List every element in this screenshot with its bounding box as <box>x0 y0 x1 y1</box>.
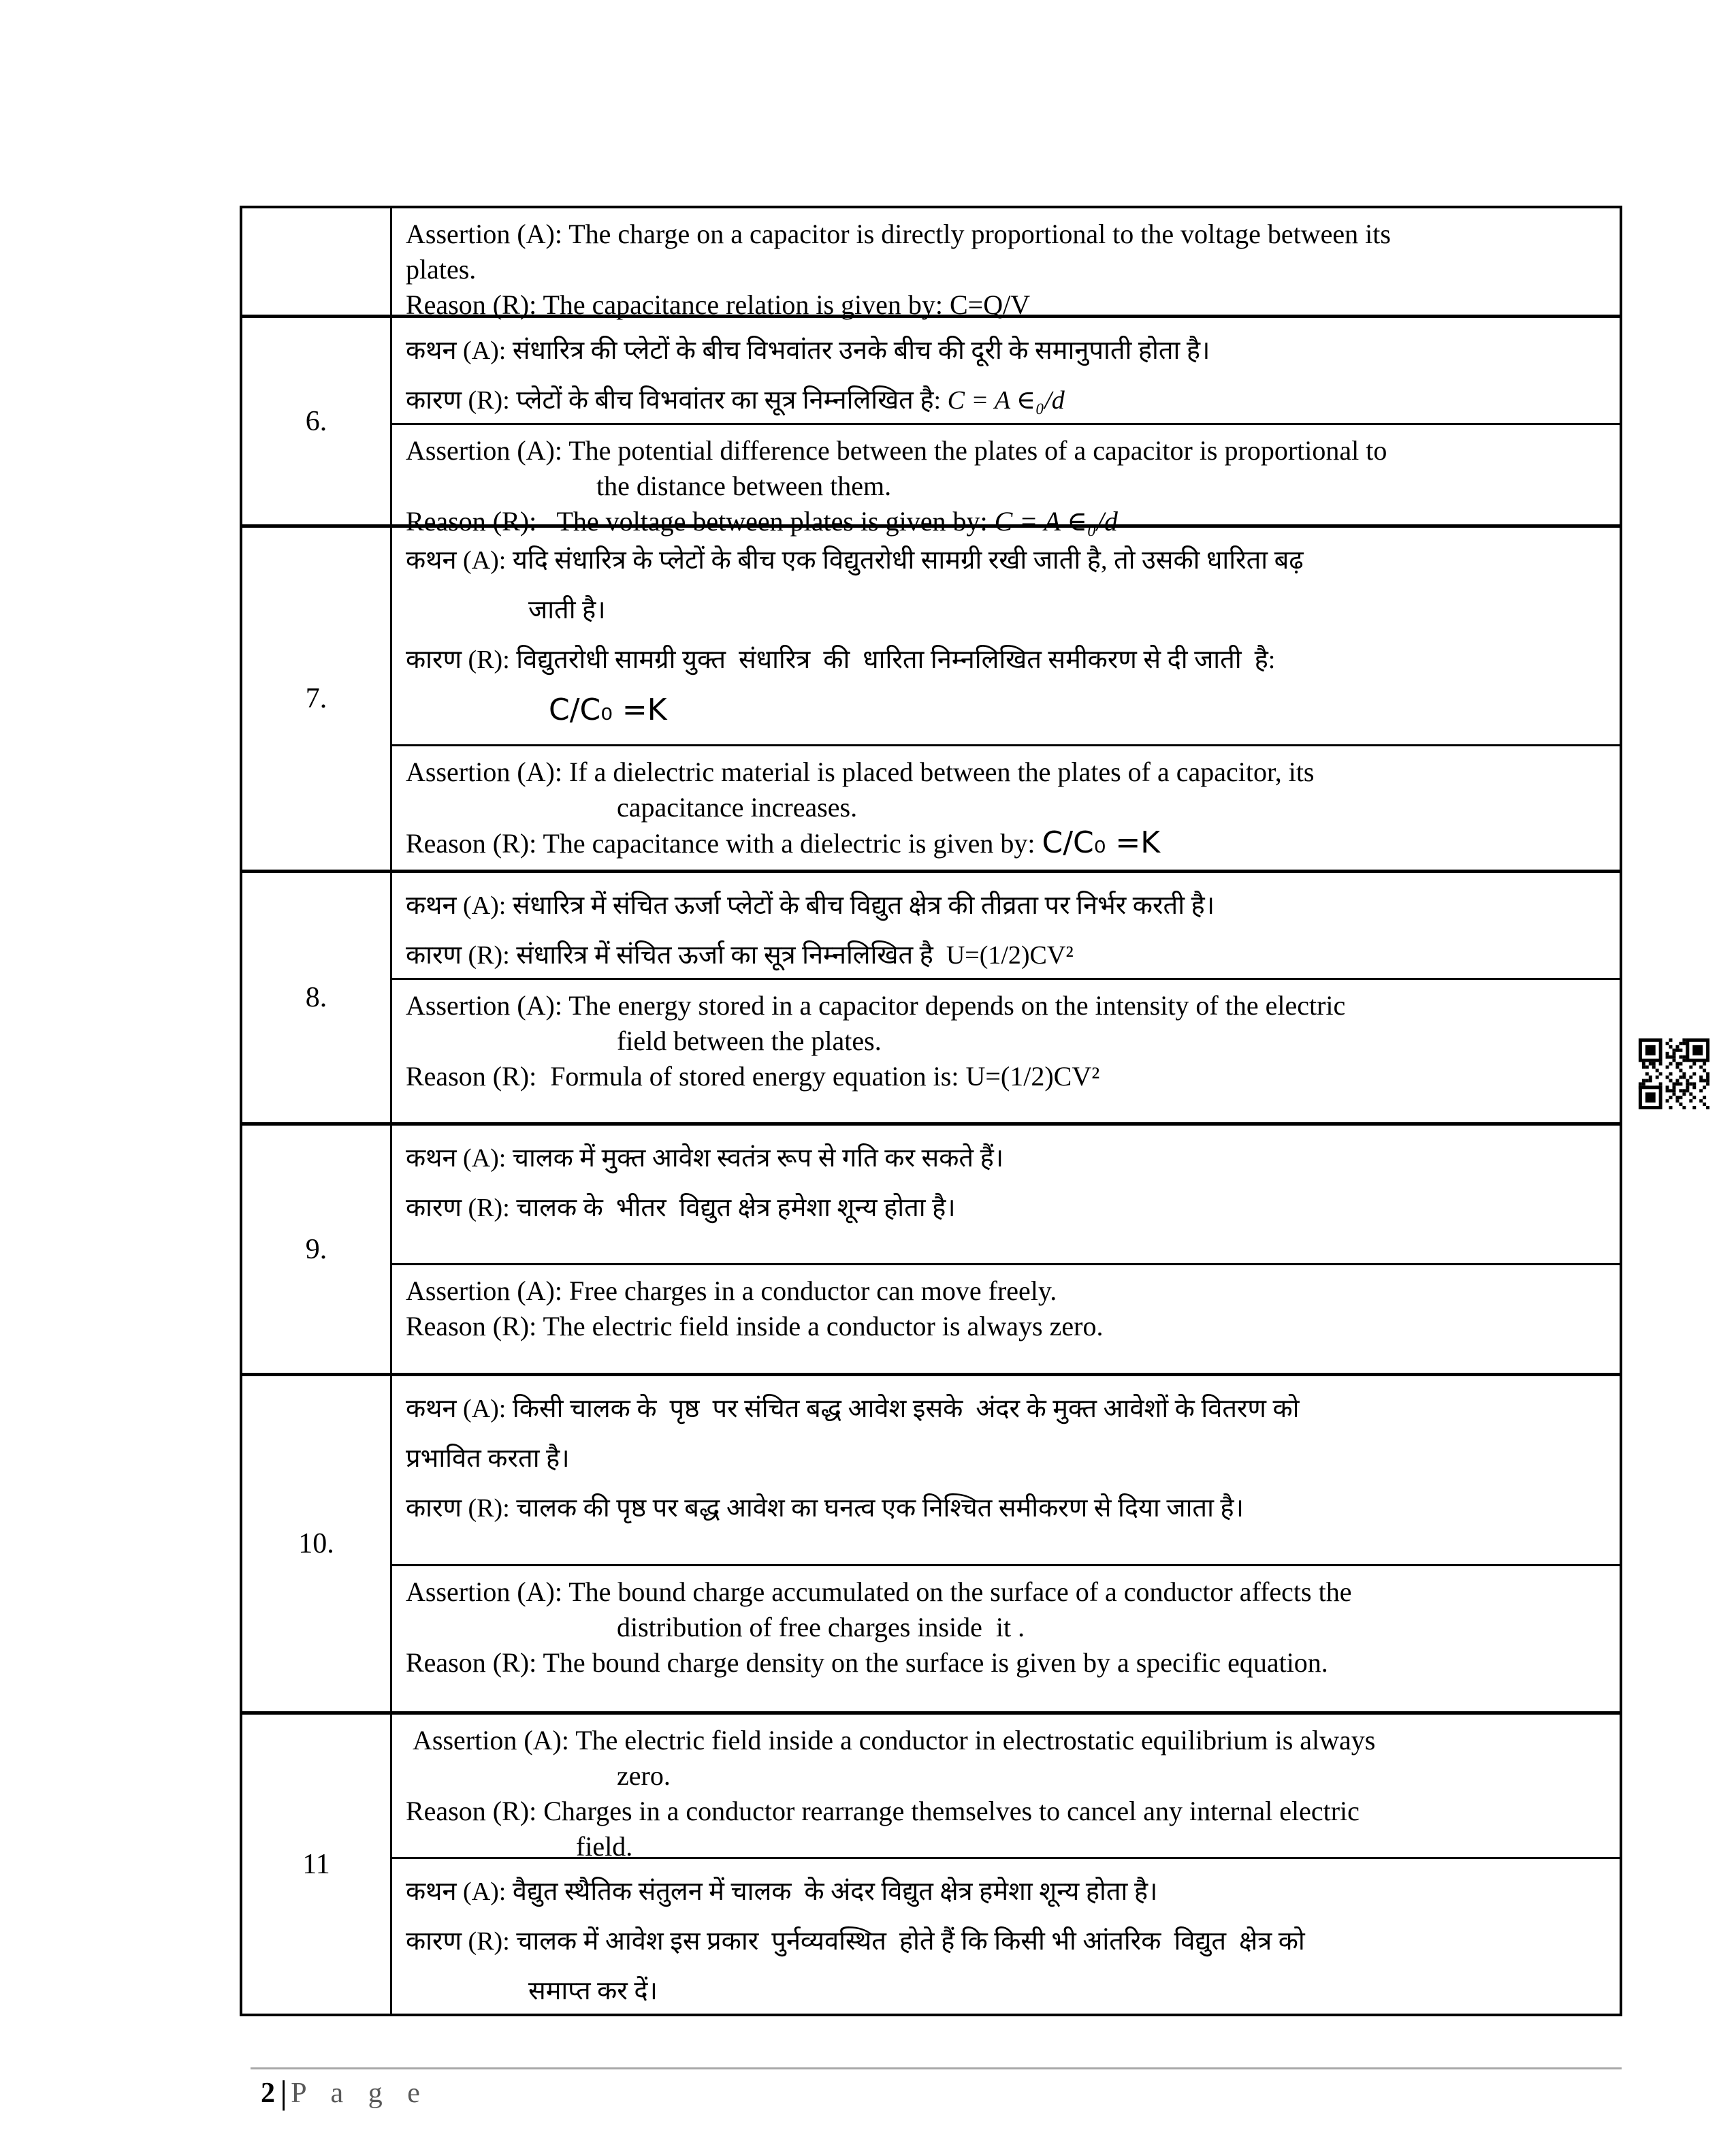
text-line <box>406 754 1603 790</box>
body-text: Reason (R): The capacitance relation is given by: C=Q/V <box>406 289 1031 320</box>
body-text: Assertion (A): Free charges in a conductor can move freely. <box>406 1275 1057 1306</box>
text-line <box>406 1794 1603 1829</box>
body-text: समाप्त कर दें। <box>528 1977 658 2005</box>
question-section-english <box>392 208 1620 320</box>
text-line <box>406 252 1603 287</box>
question-section-english <box>392 1564 1620 1711</box>
question-section-english <box>392 744 1620 870</box>
question-section-hindi <box>392 1126 1620 1263</box>
body-text: field. <box>576 1831 633 1862</box>
text-line <box>406 1967 1603 2016</box>
question-content <box>392 1715 1620 2014</box>
body-text: कथन (A): यदि संधारित्र के प्लेटों के बीच एक विद्युतरोधी सामग्री रखी जाती है, तो उसकी धारिता बढ़ <box>406 546 1304 575</box>
body-text: Assertion (A): The charge on a capacitor is directly proportional to the voltage between its <box>406 219 1391 249</box>
text-line <box>406 1574 1603 1610</box>
text-line <box>406 1384 1603 1434</box>
question-content <box>392 208 1620 320</box>
table-row <box>242 208 1620 320</box>
question-content <box>392 1376 1620 1711</box>
body-text: कारण (R): चालक के भीतर विद्युत क्षेत्र हमेशा शून्य होता है। <box>406 1194 956 1222</box>
formula-text: C/C₀ =K <box>1042 825 1161 860</box>
table-row <box>242 870 1620 1122</box>
question-section-hindi <box>392 318 1620 423</box>
body-text: कारण (R): प्लेटों के बीच विभवांतर का सूत्र निम्नलिखित है: <box>406 386 948 415</box>
body-text: कथन (A): संधारित्र की प्लेटों के बीच विभवांतर उनके बीच की दूरी के समानुपाती होता है। <box>406 336 1210 365</box>
question-section-hindi <box>392 873 1620 978</box>
text-line <box>406 586 1603 635</box>
table-row <box>242 1122 1620 1373</box>
text-line <box>406 931 1603 981</box>
text-line <box>406 881 1603 931</box>
body-text: कथन (A): संधारित्र में संचित ऊर्जा प्लेटों के बीच विद्युत क्षेत्र की तीव्रता पर निर्भर करती है। <box>406 891 1215 920</box>
body-text: कारण (R): चालक में आवेश इस प्रकार पुर्नव्यवस्थित होते हैं कि किसी भी आंतरिक विद्युत क्षेत्र को <box>406 1927 1305 1956</box>
text-line <box>406 1645 1603 1681</box>
body-text: plates. <box>406 254 477 285</box>
body-text: Assertion (A): The potential difference between the plates of a capacitor is proportional to <box>406 435 1387 466</box>
body-text: Reason (R): The bound charge density on the surface is given by a specific equation. <box>406 1647 1328 1678</box>
text-line <box>406 1134 1603 1183</box>
body-text: Reason (R): The voltage between plates is given by: <box>406 506 995 537</box>
text-line <box>406 1023 1603 1059</box>
qr-code-image <box>1630 1032 1718 1116</box>
question-content <box>392 528 1620 870</box>
text-line <box>406 1183 1603 1233</box>
body-text: कारण (R): संधारित्र में संचित ऊर्जा का सूत्र निम्नलिखित है U=(1/2)CV² <box>406 941 1074 970</box>
question-number: 9. <box>242 1126 392 1373</box>
body-text: प्रभावित करता है। <box>406 1444 570 1473</box>
body-text: Reason (R): Charges in a conductor rearrange themselves to cancel any internal electric <box>406 1796 1360 1826</box>
table-row <box>242 1373 1620 1711</box>
question-number <box>242 208 392 315</box>
footer-separator: | <box>280 2075 287 2112</box>
question-number: 6. <box>242 318 392 524</box>
body-text: capacitance increases. <box>617 792 858 823</box>
body-text: Assertion (A): If a dielectric material is placed between the plates of a capacitor, its <box>406 757 1315 787</box>
question-number: 11 <box>242 1715 392 2014</box>
text-line <box>406 1758 1603 1794</box>
text-line <box>406 1723 1603 1758</box>
body-text: कारण (R): चालक की पृष्ठ पर बद्ध आवेश का घनत्व एक निश्चित समीकरण से दिया जाता है। <box>406 1494 1244 1523</box>
formula-text: C = A ∈₀/d <box>947 386 1065 415</box>
body-text: field between the plates. <box>617 1026 882 1056</box>
text-line <box>406 536 1603 586</box>
text-line <box>406 326 1603 376</box>
body-text: Assertion (A): The electric field inside a conductor in electrostatic equilibrium is always <box>406 1725 1376 1755</box>
text-line <box>406 1434 1603 1484</box>
body-text: Reason (R): The electric field inside a conductor is always zero. <box>406 1311 1104 1341</box>
text-line <box>406 1610 1603 1645</box>
question-number: 8. <box>242 873 392 1122</box>
text-line <box>406 635 1603 685</box>
text-line <box>406 1059 1603 1094</box>
text-line <box>406 1273 1603 1309</box>
body-text: Reason (R): The capacitance with a dielectric is given by: <box>406 828 1042 859</box>
question-section-english <box>392 978 1620 1122</box>
text-line <box>406 1867 1603 1917</box>
body-text: zero. <box>617 1760 671 1791</box>
text-line <box>406 988 1603 1023</box>
question-number: 7. <box>242 528 392 870</box>
text-line <box>406 790 1603 825</box>
text-line <box>406 1917 1603 1967</box>
page-footer <box>261 2077 429 2110</box>
page-number: 2 <box>261 2078 275 2109</box>
question-content <box>392 1126 1620 1373</box>
body-text: कथन (A): वैद्युत स्थैतिक संतुलन में चालक के अंदर विद्युत क्षेत्र हमेशा शून्य होता है। <box>406 1877 1158 1906</box>
question-content <box>392 318 1620 537</box>
formula-text: C/C₀ =K <box>549 693 667 727</box>
question-section-english <box>392 1715 1620 1862</box>
body-text: कथन (A): चालक में मुक्त आवेश स्वतंत्र रूप से गति कर सकते हैं। <box>406 1144 1004 1173</box>
text-line <box>406 1309 1603 1344</box>
question-section-hindi <box>392 528 1620 744</box>
footer-rule <box>251 2067 1622 2069</box>
table-row <box>242 1711 1620 2014</box>
body-text: Assertion (A): The energy stored in a capacitor depends on the intensity of the electric <box>406 990 1346 1021</box>
body-text: कारण (R): विद्युतरोधी सामग्री युक्त संधारित्र की धारिता निम्नलिखित समीकरण से दी जाती है: <box>406 646 1276 674</box>
question-section-hindi <box>392 1376 1620 1564</box>
table-row <box>242 524 1620 870</box>
text-line <box>406 433 1603 468</box>
question-section-hindi <box>392 1857 1620 2014</box>
table-row <box>242 315 1620 537</box>
body-text: जाती है। <box>528 596 606 624</box>
text-line <box>406 1484 1603 1534</box>
footer-page-word: P a g e <box>291 2078 429 2109</box>
text-line <box>406 376 1603 426</box>
text-line <box>406 217 1603 252</box>
body-text: Reason (R): Formula of stored energy equation is: U=(1/2)CV² <box>406 1061 1100 1092</box>
body-text: कथन (A): किसी चालक के पृष्ठ पर संचित बद्ध आवेश इसके अंदर के मुक्त आवेशों के वितरण को <box>406 1395 1300 1423</box>
question-section-english <box>392 1263 1620 1373</box>
text-line <box>406 468 1603 504</box>
question-table <box>240 206 1622 2016</box>
text-line <box>406 825 1603 861</box>
body-text: Assertion (A): The bound charge accumulated on the surface of a conductor affects the <box>406 1576 1352 1607</box>
body-text: distribution of free charges inside it . <box>617 1612 1025 1642</box>
question-number: 10. <box>242 1376 392 1711</box>
question-section-english <box>392 423 1620 537</box>
formula-text: C = A ∈₀/d <box>994 506 1118 537</box>
question-content <box>392 873 1620 1122</box>
body-text: the distance between them. <box>596 471 892 501</box>
text-line <box>406 685 1603 737</box>
